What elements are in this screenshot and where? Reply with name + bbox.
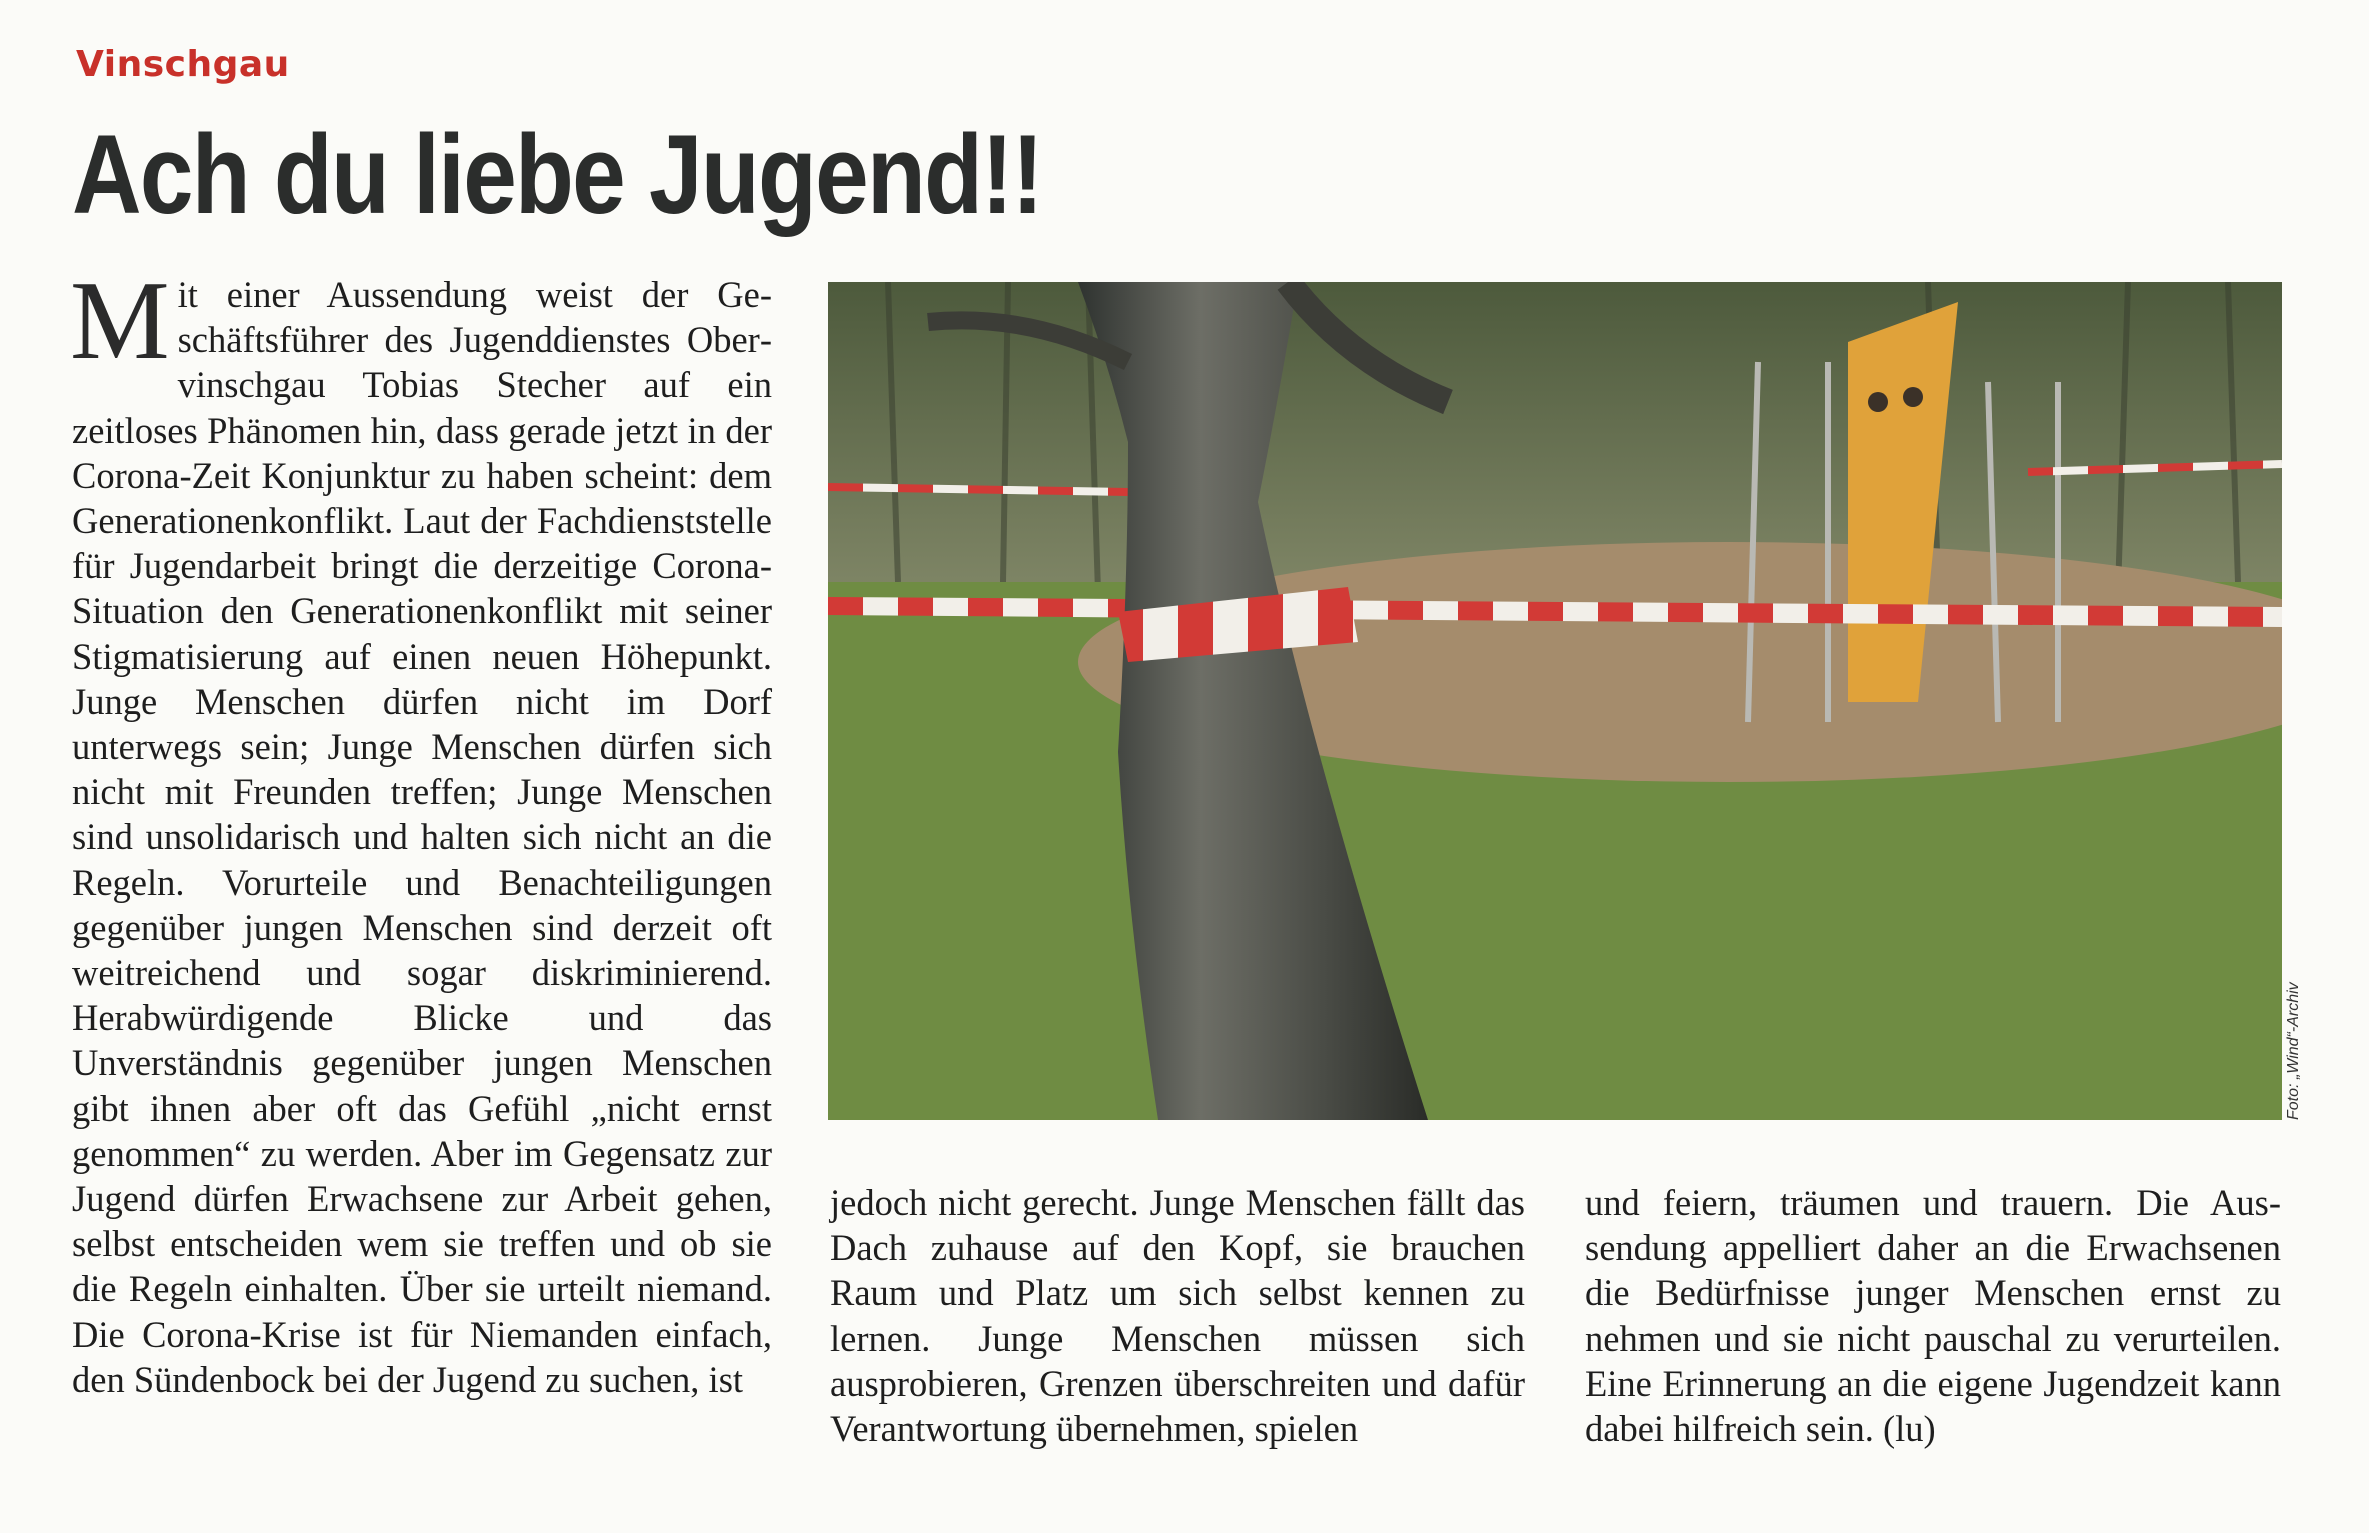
column-2-text: jedoch nicht gerecht. Junge Menschen fällt das Dach zuhause auf den Kopf, sie brauchen Raum und Platz um sich selbst kennen zu lernen. Junge Menschen müssen sich ausprobieren, Grenzen überschreiten und dafür Verantwortung übernehmen, spielen bbox=[830, 1182, 1525, 1450]
article-column-1 bbox=[70, 259, 772, 1402]
section-label: Vinschgau bbox=[76, 44, 290, 85]
column-1-text: it einer Aussendung weist der Geschäftsführer des Jugenddienstes Obervinschgau Tobias Stecher auf ein zeitloses Phänomen hin, dass gerade jetzt in der Corona-Zeit Konjunktur zu haben scheint: dem Generationenkonflikt. Laut der Fachdienststelle für Jugendarbeit bringt die derzeitige Corona-Situation den Generationenkonflikt mit seiner Stigmatisierung auf einen neuen Höhepunkt. Junge Menschen dürfen nicht im Dorf unterwegs sein; Junge Menschen dürfen sich nicht mit Freunden treffen; Junge Menschen sind unsolidarisch und halten sich nicht an die Regeln. Vorurteile und Benachteiligungen gegenüber jungen Menschen sind derzeit oft weitreichend und sogar diskriminierend. Herabwürdigende Blicke und das Unverständnis gegenüber jungen Menschen gibt ihnen aber oft das Gefühl „nicht ernst genommen“ zu werden. Aber im Gegensatz zur Jugend dürfen Erwachsene zur Arbeit gehen, selbst entscheiden wem sie treffen und ob sie die Regeln einhalten. Über sie urteilt niemand. Die Corona-Krise ist für Niemanden einfach, den Sündenbock bei der Jugend zu suchen, ist bbox=[72, 274, 772, 1400]
article-column-2 bbox=[830, 1180, 1525, 1451]
photo-credit: Foto: „Wind“-Archiv bbox=[2285, 982, 2302, 1120]
article-column-3 bbox=[1585, 1180, 2281, 1451]
column-3-text: und feiern, träumen und trauern. Die Aussendung appelliert daher an die Erwachsenen die Bedürfnisse junger Menschen ernst zu nehmen und sie nicht pauschal zu verurteilen. Eine Erinnerung an die eigene Jugendzeit kann dabei hilfreich sein. (lu) bbox=[1585, 1182, 2281, 1450]
drop-cap: M bbox=[70, 259, 170, 383]
headline: Ach du liebe Jugend!! bbox=[72, 112, 1042, 237]
article-photo bbox=[828, 282, 2282, 1120]
